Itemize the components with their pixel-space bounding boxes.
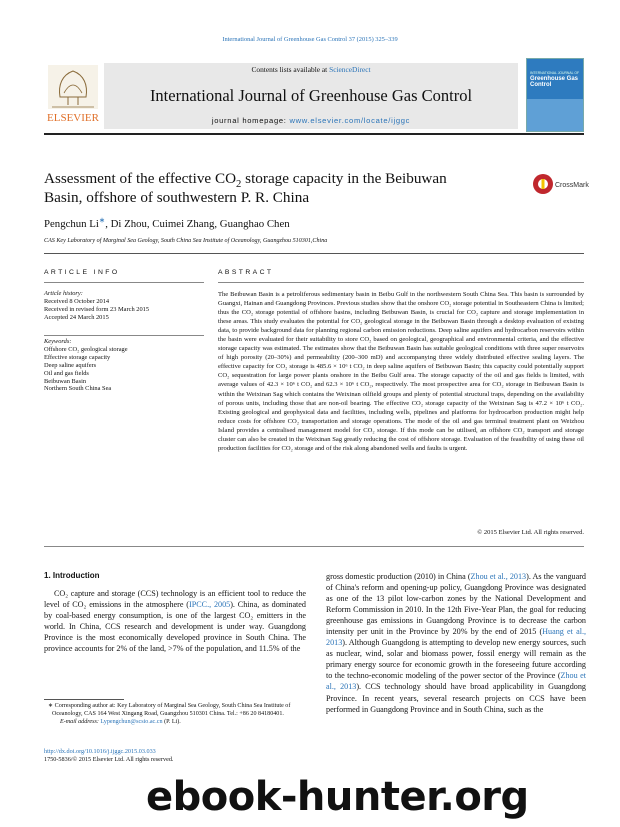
cover-strip <box>527 99 583 131</box>
intro-right-column <box>326 571 586 715</box>
watermark: ebook-hunter.org <box>146 774 529 820</box>
abstract-rule <box>218 282 584 283</box>
contents-prefix: Contents lists available at <box>251 65 328 74</box>
homepage-line <box>104 116 518 125</box>
cover-subtitle: INTERNATIONAL JOURNAL OF <box>530 71 580 75</box>
intro-text: CO₂ capture and storage (CCS) technology is an efficient tool to reduce the level of CO₂ emissions in the atmosphere ( <box>44 589 306 610</box>
history-item: Accepted 24 March 2015 <box>44 313 109 321</box>
intro-text: ). China, as dominated by coal-based energy consumption, is one of the largest CO₂ emitters in the world. In China, CCS research and development is under way. Guangdong Province is the most economically developed province in South China. The province accounts for 2% of the land, >7% of the population, and 11.5% of the <box>44 600 306 654</box>
affiliation: CAS Key Laboratory of Marginal Sea Geology, South China Sea Institute of Oceanology, Guangzhou 510301,China <box>44 238 328 244</box>
crossmark-label: CrossMark <box>555 182 589 189</box>
citation-link[interactable]: Zhou et al., 2013 <box>470 572 527 581</box>
abstract-heading: ABSTRACT <box>218 269 274 276</box>
citation-link[interactable]: Zhou et al., 2013 <box>326 671 586 692</box>
citation-link[interactable]: Huang et al., 2013 <box>326 627 587 648</box>
cover-title: Greenhouse Gas Control <box>530 76 579 88</box>
corresponding-author[interactable]: Pengchun Li <box>44 218 99 230</box>
abstract-text: The Beibuwan Basin is a petroliferous sedimentary basin in Beibu Gulf in the northwestern South China Sea. This basin is surrounded by Guangxi, Hainan and Guangdong Provinces. Previous studies show that the onshore CO₂ storage potential in Southeastern China is limited; thus the CO₂ storage potential of offshore basins, including Beibuwan Basin, is crucial for CO₂ capture and storage implementation in these areas. This study evaluates the potential for CO₂ geological storage in the Beibuwan Basin through a desktop evaluation of existing data, to provide background data for planning regional carbon emission reductions. Deep saline aquifers and hydrocarbon reservoirs within the basin were evaluated for their suitability to store CO₂ based on geological, geographical and environmental criteria, and the effective storage capacity was estimated. The estimates show that the Beibuwan Basin has suitable geological conditions with three super reservoirs of high porosity (20–30%) and permeability (200–300 mD) and accompanying three widely distributed effective sealing layers. The effective capacity for CO₂ storage is 485.6 × 10⁶ t CO₂ in deep saline aquifers of Beibuwan Basin; this capacity could potentially support CO₂ sequestration for large power plants onshore in the Beibu Gulf area. The storage capacity of the oil and gas fields is limited, with average values of 42.3 × 10⁶ t CO₂ and 62.3 × 10⁶ t CO₂, respectively. The most prospective area for CO₂ storage in Beibuwan Basin is within the Weixinan Sag which contains the Weixinan oilfield groups and plenty of potential structural traps, depending on the availability of porous units, including those that are non-oil bearing. The effective CO₂ storage capacity of the Weixinan Sag is 47.2 × 10⁶ t CO₂. Existing geological and geophysical data and facilities, including wells, pipelines and platforms for hydrocarbon production might help reduce costs for offshore CO₂ transportation and storage operations. The mode of the oil and gas terminal treatment plant on Weizhou Island provides a centralised management model for CO₂ storage. If this mode can be utilised, an offshore CO₂ transport and storage cluster can also be created in the Weixinan Sag greatly reducing the cost of offshore storage. Evaluation of the feasibility of using these oil production facilities for CO₂ storage and of the risk along abandoned wells and faults is urgent. <box>218 291 584 452</box>
intro-text: ). As the vanguard of China's reform and opening-up policy, Guangdong Province was designated as one of the 13 pilot low-carbon zones by the National Development and Reform Commission in 2010. In the 12th Five-Year Plan, the goal for reducing greenhouse gas emissions in Guangdong Province is to decrease the carbon intensity per unit in the Province by 20% by the end of 2015 ( <box>326 572 586 637</box>
copyright-line: © 2015 Elsevier Ltd. All rights reserved. <box>477 529 584 536</box>
title-line-2: Basin, offshore of southwestern P. R. China <box>44 189 310 206</box>
keyword: Northern South China Sea <box>44 385 112 393</box>
footnote-rule <box>44 699 124 700</box>
abstract-bottom-rule <box>44 546 584 547</box>
header-rule <box>44 133 584 135</box>
email-link[interactable]: Lypengchun@scsio.ac.cn <box>100 719 163 725</box>
elsevier-logo[interactable] <box>44 63 102 125</box>
sciencedirect-link[interactable]: ScienceDirect <box>329 65 371 74</box>
title-subscript: 2 <box>236 179 242 191</box>
history-item: Received in revised form 23 March 2015 <box>44 305 150 313</box>
journal-cover[interactable] <box>526 58 584 132</box>
article-history <box>44 290 204 322</box>
keywords-rule <box>44 335 204 336</box>
intro-text: ). CCS technology should have broad applicability in Guangdong Province. In recent years, several research projects on CCS have been performed in Guangdong Province and in South China, such as the <box>326 682 586 714</box>
keyword: Effective storage capacity <box>44 353 111 361</box>
history-label: Article history: <box>44 290 83 297</box>
keywords <box>44 338 204 393</box>
history-item: Received 8 October 2014 <box>44 297 110 305</box>
keywords-label: Keywords: <box>44 338 72 345</box>
elsevier-wordmark: ELSEVIER <box>47 112 99 124</box>
homepage-prefix: journal homepage: <box>211 116 287 125</box>
article-info-rule <box>44 282 204 283</box>
keyword: Beibuwan Basin <box>44 377 87 385</box>
email-suffix: (P. Li). <box>164 719 181 725</box>
title-part-2: storage capacity in the Beibuwan <box>241 170 447 187</box>
authors <box>44 215 290 230</box>
intro-left-column <box>44 588 306 654</box>
title-rule <box>44 253 584 254</box>
running-head[interactable]: International Journal of Greenhouse Gas Control 37 (2015) 325–339 <box>222 36 398 43</box>
intro-text: gross domestic production (2010) in China ( <box>326 572 471 581</box>
homepage-link[interactable]: www.elsevier.com/locate/ijggc <box>289 116 411 125</box>
title-part-1: Assessment of the effective CO <box>44 170 237 187</box>
footnote-text: Corresponding author at: Key Laboratory of Marginal Sea Geology, South China Sea Institute of Oceanology, CAS 164 West Xingang Road, Guangzhou 510301 China. Tel.: +86 20 84180401. <box>52 703 291 717</box>
contents-line <box>104 65 518 74</box>
article-info-heading: ARTICLE INFO <box>44 269 120 276</box>
abstract-body <box>218 290 584 453</box>
footnote-marker: ∗ <box>48 703 54 709</box>
article-title <box>44 169 504 207</box>
email-label: E-mail address: <box>60 719 99 725</box>
keyword: Offshore CO₂ geological storage <box>44 345 128 353</box>
crossmark-badge[interactable] <box>532 172 590 196</box>
keyword: Deep saline aquifers <box>44 361 97 369</box>
journal-title: International Journal of Greenhouse Gas Control <box>149 86 473 105</box>
author-footnote-marker[interactable]: ∗ <box>98 215 106 225</box>
section-heading-introduction: 1. Introduction <box>44 571 100 580</box>
other-authors: , Di Zhou, Cuimei Zhang, Guanghao Chen <box>105 218 290 230</box>
issn-line: 1750-5836/© 2015 Elsevier Ltd. All rights reserved. <box>44 756 174 763</box>
intro-text: ). Although Guangdong is attempting to develop new energy sources, such as nuclear, wind, solar and biomass power, fossil energy will remain as the primary energy source for economic growth in the foreseeing future according to the techno-economic modeling of the power sector of the Province ( <box>326 638 586 681</box>
corresponding-author-footnote <box>44 702 306 726</box>
keyword: Oil and gas fields <box>44 369 89 377</box>
doi-link[interactable]: http://dx.doi.org/10.1016/j.ijggc.2015.03.033 <box>44 748 156 755</box>
citation-link[interactable]: IPCC., 2005 <box>189 600 231 610</box>
